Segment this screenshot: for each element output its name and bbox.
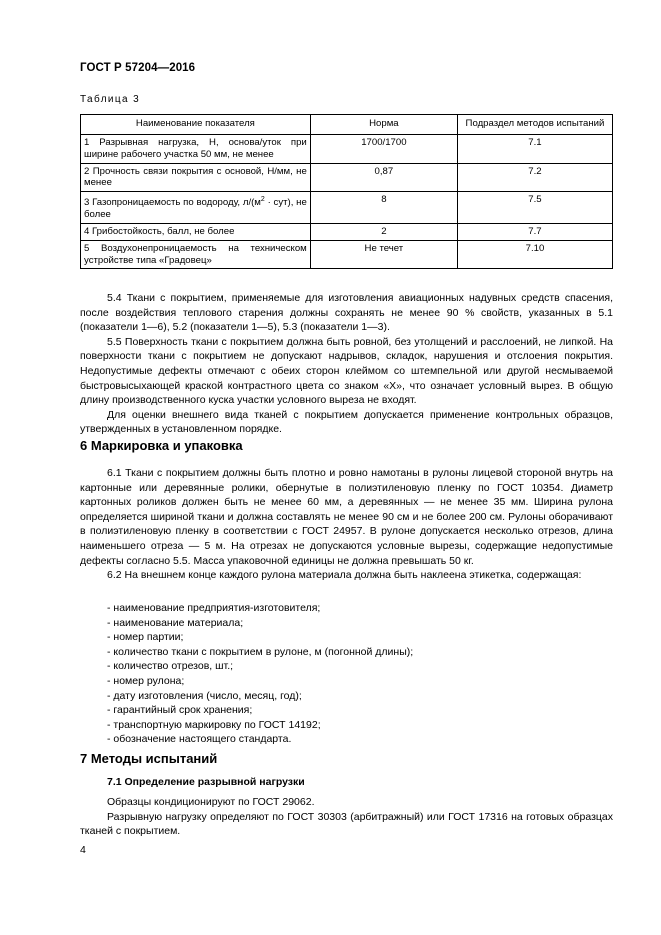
table-cell-norm: Не течет (310, 240, 457, 269)
list-item: - наименование материала; (107, 616, 244, 629)
list-item: - номер партии; (107, 631, 184, 644)
indicators-table (80, 114, 613, 269)
section-7-1-paragraphs (80, 795, 613, 839)
table-header-row (81, 115, 613, 135)
paragraph-breaking-load: Разрывную нагрузку определяют по ГОСТ 30303 (арбитражный) или ГОСТ 17316 на готовых образцах тканей с покрытием. (80, 810, 613, 838)
column-header-test-method: Подраздел методов испытаний (457, 115, 612, 135)
table-row (81, 192, 613, 224)
indicator-text-part: · сут), не более (84, 197, 307, 221)
list-item: - количество ткани с покрытием в рулоне, м (погонной длины); (107, 645, 414, 658)
table-cell-method: 7.10 (457, 240, 612, 269)
indicator-text-part: 3 Газопроницаемость по водороду, л/(м (84, 197, 261, 209)
list-item: - транспортную маркировку по ГОСТ 14192; (107, 718, 321, 731)
table-cell-norm: 8 (310, 192, 457, 224)
table-caption: Таблица 3 (80, 94, 141, 105)
table-cell-norm: 2 (310, 223, 457, 240)
label-contents-list (107, 601, 413, 747)
table-cell-indicator: 4 Грибостойкость, балл, не более (81, 223, 311, 240)
list-item: - номер рулона; (107, 674, 185, 687)
table-cell-norm: 1700/1700 (310, 135, 457, 164)
paragraph-5-5: 5.5 Поверхность ткани с покрытием должна быть ровной, без утолщений и расслоений, не липкой. На поверхности ткани с покрытием не допускают надрывов, складок, нарушения и отслоения покрытия. Недопустимые дефекты отмечают с обеих сторон клеймом со штемпельной или другой несмываемой быстровысыхающей краской контрастного цвета со знаком «X», что означает условный вырез. В общую длину производственного куска участки условного выреза не входят. (80, 335, 613, 407)
paragraph-5-5-continued: Для оценки внешнего вида тканей с покрытием допускается применение контрольных образцов, утвержденных в установленном порядке. (80, 408, 613, 436)
table-cell-method: 7.5 (457, 192, 612, 224)
table-row (81, 223, 613, 240)
section-7-title: 7 Методы испытаний (80, 751, 218, 766)
subsection-7-1-title: 7.1 Определение разрывной нагрузки (107, 776, 305, 788)
table-cell-method: 7.1 (457, 135, 612, 164)
column-header-indicator: Наименование показателя (81, 115, 311, 135)
section-6-title: 6 Маркировка и упаковка (80, 438, 243, 453)
list-item: - обозначение настоящего стандарта. (107, 733, 292, 746)
column-header-norm: Норма (310, 115, 457, 135)
table-row (81, 240, 613, 269)
table-cell-method: 7.2 (457, 163, 612, 192)
table-cell-indicator: 5 Воздухонепроницаемость на техническом устройстве типа «Градовец» (81, 240, 311, 269)
paragraph-5-4: 5.4 Ткани с покрытием, применяемые для изготовления авиационных надувных средств спасения, после воздействия теплового старения должны сохранять не менее 90 % свойств, указанных в 5.1 (показатели 1—6), 5.2 (показатели 1—5), 5.3 (показатели 1—3). (80, 292, 613, 334)
section-5-paragraphs (80, 291, 613, 437)
paragraph-6-1: 6.1 Ткани с покрытием должны быть плотно и ровно намотаны в рулоны лицевой стороной внутрь на картонные или деревянные ролики, обернутые в полиэтиленовую пленку по ГОСТ 10354. Диаметр картонных роликов должен быть не менее 60 мм, а деревянных — не менее 35 мм. Ширина рулона определяется шириной ткани и должна составлять не менее 90 см и не более 200 см. Рулоны оборачивают в полиэтиленовую пленку в соответствии с ГОСТ 24957. В рулоне допускается несколько отрезов, длина наименьшего отреза — 5 м. На отрезах не допускаются условные вырезы, содержащие недопустимые дефекты согласно 5.5. Масса упаковочной единицы не должна превышать 50 кг. (80, 467, 613, 567)
table-row (81, 163, 613, 192)
superscript-exponent: 2 (260, 196, 265, 204)
table-cell-method: 7.7 (457, 223, 612, 240)
paragraph-conditioning: Образцы кондиционируют по ГОСТ 29062. (107, 796, 315, 808)
section-6-paragraphs (80, 466, 613, 583)
list-item: - наименование предприятия-изготовителя; (107, 602, 321, 614)
list-item: - количество отрезов, шт.; (107, 660, 234, 673)
table-cell-norm: 0,87 (310, 163, 457, 192)
paragraph-6-2: 6.2 На внешнем конце каждого рулона материала должна быть наклеена этикетка, содержащая: (107, 569, 582, 582)
page-number: 4 (80, 844, 86, 856)
list-item: - гарантийный срок хранения; (107, 704, 253, 717)
table-cell-indicator (81, 192, 311, 224)
table-cell-indicator: 1 Разрывная нагрузка, Н, основа/уток при ширине рабочего участка 50 мм, не менее (81, 135, 311, 164)
table-row (81, 135, 613, 164)
document-code-header: ГОСТ Р 57204—2016 (80, 62, 196, 74)
list-item: - дату изготовления (число, месяц, год); (107, 689, 302, 702)
table-cell-indicator: 2 Прочность связи покрытия с основой, Н/мм, не менее (81, 163, 311, 192)
